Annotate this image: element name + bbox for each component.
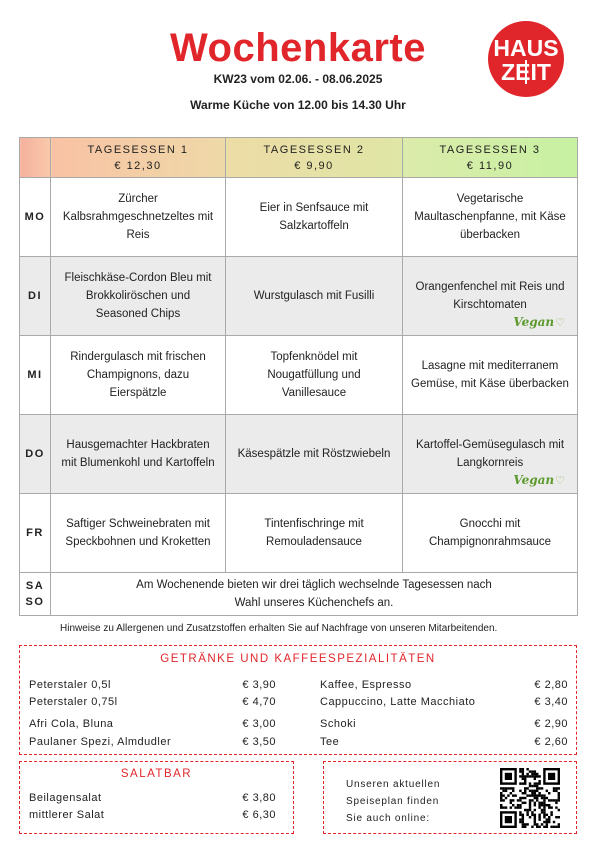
- drink-price: € 3,40: [534, 696, 568, 708]
- dish-cell: [403, 415, 578, 494]
- dish-cell: Eier in Senfsauce mit Salzkartoffeln: [226, 178, 403, 257]
- dish-cell: Rindergulasch mit frischen Champignons, dazu Eierspätzle: [51, 336, 226, 415]
- dish-cell: Hausgemachter Hackbraten mit Blumenkohl und Kartoffeln: [51, 415, 226, 494]
- weekly-menu-table: [19, 137, 578, 616]
- drink-price: € 3,90: [242, 679, 276, 691]
- drink-price: € 3,00: [242, 718, 276, 730]
- drink-price: € 2,90: [534, 718, 568, 730]
- page-title: Wochenkarte: [170, 26, 426, 70]
- dish-cell: Zürcher Kalbsrahmgeschnetzeltes mit Reis: [51, 178, 226, 257]
- column-header-2: TAGESESSEN 2 € 9,90: [226, 138, 403, 178]
- day-label: MO: [20, 178, 51, 257]
- leaf-icon: ♡: [555, 474, 565, 487]
- table-row: [20, 336, 578, 415]
- online-text: Unseren aktuellen Speiseplan finden Sie auch online:: [346, 779, 441, 824]
- dish-cell: Gnocchi mit Champignonrahmsauce: [403, 494, 578, 573]
- online-menu-box: [323, 761, 577, 834]
- salad-bar-title: SALATBAR: [120, 768, 193, 780]
- logo-text-top: HAUS: [493, 35, 559, 61]
- salad-price: € 6,30: [242, 809, 276, 821]
- drink-name: Cappuccino, Latte Macchiato: [320, 696, 476, 708]
- drink-price: € 4,70: [242, 696, 276, 708]
- salad-name: Beilagensalat: [29, 792, 102, 804]
- drink-price: € 2,60: [534, 736, 568, 748]
- weekend-note: Am Wochenende bieten wir drei täglich wechselnde Tagesessen nach Wahl unseres Küchenchefs an.: [51, 573, 578, 616]
- table-row: [20, 257, 578, 336]
- drink-name: Schoki: [320, 718, 357, 730]
- table-row: [20, 178, 578, 257]
- drink-name: Tee: [320, 736, 340, 748]
- drink-name: Paulaner Spezi, Almdudler: [29, 736, 172, 748]
- dish-cell: Topfenknödel mit Nougatfüllung und Vanillesauce: [226, 336, 403, 415]
- salad-name: mittlerer Salat: [29, 809, 105, 821]
- allergen-note: Hinweise zu Allergenen und Zusatzstoffen erhalten Sie auf Nachfrage von unseren Mitarbeitenden.: [60, 623, 498, 634]
- weekend-day-labels: SA SO: [20, 573, 51, 616]
- drink-name: Peterstaler 0,5l: [29, 679, 111, 691]
- drink-name: Peterstaler 0,75l: [29, 696, 118, 708]
- dish-cell: Vegetarische Maultaschenpfanne, mit Käse überbacken: [403, 178, 578, 257]
- hauszeit-logo: [477, 20, 575, 98]
- leaf-icon: ♡: [555, 316, 565, 329]
- column-header-1: TAGESESSEN 1 € 12,30: [51, 138, 226, 178]
- column-header-3: TAGESESSEN 3 € 11,90: [403, 138, 578, 178]
- logo-text-bottom: ZEIT: [501, 59, 551, 85]
- day-label: DI: [20, 257, 51, 336]
- dish-cell: Tintenfischringe mit Remouladensauce: [226, 494, 403, 573]
- drink-name: Afri Cola, Bluna: [29, 718, 114, 730]
- kitchen-hours: Warme Küche von 12.00 bis 14.30 Uhr: [190, 98, 406, 112]
- dish-cell: Lasagne mit mediterranem Gemüse, mit Käse überbacken: [403, 336, 578, 415]
- dish-text: Orangenfenchel mit Reis und Kirschtomaten: [415, 281, 565, 311]
- salad-price: € 3,80: [242, 792, 276, 804]
- drinks-box: [19, 645, 577, 755]
- day-label: MI: [20, 336, 51, 415]
- dish-cell: [403, 257, 578, 336]
- dish-cell: Saftiger Schweinebraten mit Speckbohnen und Kroketten: [51, 494, 226, 573]
- drink-name: Kaffee, Espresso: [320, 679, 412, 691]
- day-label: FR: [20, 494, 51, 573]
- table-row: [20, 494, 578, 573]
- dish-text: Kartoffel-Gemüsegulasch mit Langkornreis: [415, 439, 565, 469]
- week-range: KW23 vom 02.06. - 08.06.2025: [213, 72, 383, 86]
- drinks-title: GETRÄNKE UND KAFFEESPEZIALITÄTEN: [160, 653, 436, 665]
- weekend-row: [20, 573, 578, 616]
- table-row: [20, 415, 578, 494]
- salad-bar-box: [19, 761, 294, 834]
- table-corner: [20, 138, 51, 178]
- drink-price: € 2,80: [534, 679, 568, 691]
- drink-price: € 3,50: [242, 736, 276, 748]
- day-label: DO: [20, 415, 51, 494]
- dish-cell: Fleischkäse-Cordon Bleu mit Brokkoliröschen und Seasoned Chips: [51, 257, 226, 336]
- dish-cell: Wurstgulasch mit Fusilli: [226, 257, 403, 336]
- dish-cell: Käsespätzle mit Röstzwiebeln: [226, 415, 403, 494]
- qr-code[interactable]: [500, 768, 560, 828]
- vegan-badge: Vegan♡: [513, 315, 565, 329]
- vegan-badge: Vegan♡: [513, 473, 565, 487]
